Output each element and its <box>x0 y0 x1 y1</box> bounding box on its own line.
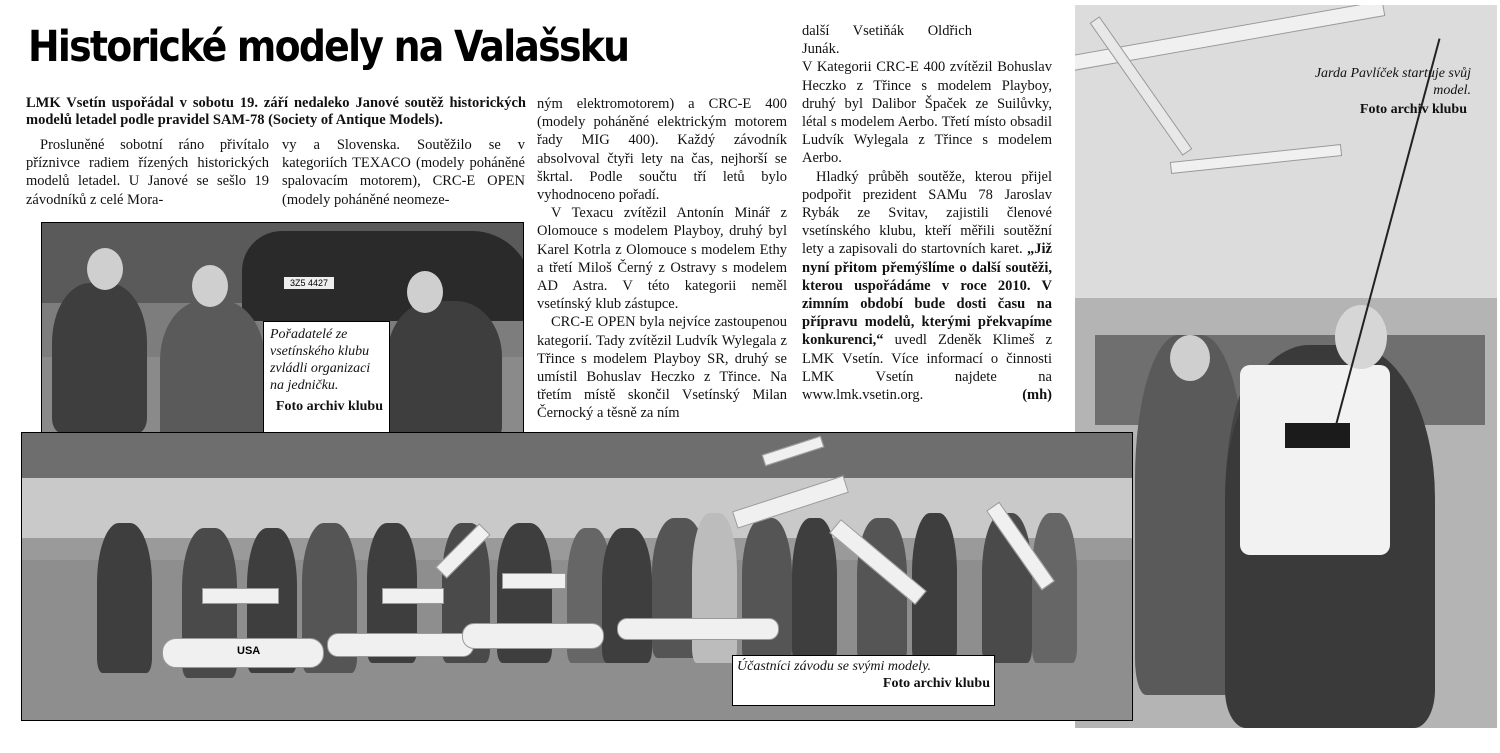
paragraph: V Texacu zvítězil Antonín Minář z Olomouce s modelem Playboy, druhý byl Karel Kotrla z Olomouce s modelem Ethy a třetí Miloš Černý z Ostravy s modelem AD Astra. V této kategorii neměl vsetínský klub zástupce. <box>537 205 787 313</box>
launch-caption-box <box>1290 65 1485 135</box>
photo-credit: Foto archiv klubu <box>1359 102 1467 117</box>
photo-credit: Foto archiv klubu <box>882 676 990 691</box>
article-headline: Historické modely na Valašsku <box>28 22 629 72</box>
person-figure <box>792 518 837 663</box>
article-column-2 <box>282 136 525 209</box>
person-figure <box>160 301 265 451</box>
paragraph: vy a Slovenska. Soutěžilo se v kategoriích TEXACO (modely poháněné spalovacím motorem), CRC-E OPEN (modely poháněné neomeze- <box>282 137 525 208</box>
group-caption-box <box>732 655 995 706</box>
photo-caption: Jarda Pavlíček startuje svůj model. <box>1314 66 1471 98</box>
photo-sky-band <box>22 478 1132 538</box>
transmitter-shape <box>1285 423 1350 448</box>
photo-credit: Foto archiv klubu <box>275 399 383 414</box>
paragraph <box>802 168 1052 405</box>
person-figure <box>387 301 502 441</box>
model-stabilizer <box>1170 144 1342 174</box>
person-head <box>192 265 228 307</box>
person-head <box>87 248 123 290</box>
person-figure <box>602 528 652 663</box>
author-signature: (mh) <box>1022 387 1052 404</box>
paragraph: Prosluněné sobotní ráno přivítalo příznivce radiem řízených historických modelů letadel. U Janové se sešlo 19 závodníků z celé Mora- <box>26 137 269 208</box>
model-fuselage <box>462 623 604 649</box>
article-column-1 <box>26 136 269 209</box>
model-fuselage <box>327 633 474 657</box>
person-figure <box>1032 513 1077 663</box>
photo-caption: Účastníci závodu se svými modely. <box>737 659 932 674</box>
pilot-head <box>1335 305 1387 369</box>
article-column-4 <box>802 22 1052 404</box>
article-column-3 <box>537 95 787 423</box>
launch-photo <box>1075 5 1497 728</box>
person-head <box>407 271 443 313</box>
model-fuselage <box>617 618 779 640</box>
photo-background <box>22 433 1132 478</box>
model-wing <box>382 588 444 604</box>
paragraph-text: uvedl Zdeněk Klimeš z LMK Vsetín. Více informací o činnosti LMK Vsetín najdete na www.lmk.vsetin.org. <box>802 332 1053 404</box>
model-wing <box>502 573 566 589</box>
person-head <box>1170 335 1210 381</box>
paragraph: CRC-E OPEN byla nejvíce zastoupenou kategorií. Tady zvítězil Ludvík Wylegala z Třince s modelem Playboy SR, druhý se umístil Bohuslav Heczko z Třince. Na třetím místě skončil Vsetínský Milan Černocký a těsně za ním <box>537 314 787 422</box>
paragraph-text: Hladký průběh soutěže, kterou přijel podpořit prezident SAMu 78 Jaroslav Rybák ze Svitav, zajistili členové vsetínského klubu, kteří měřili soutěžní lety a zapisovali do startovních karet. <box>802 168 1052 258</box>
quote: „Již nyní přitom přemýšlíme o další soutěži, kterou uspořádáme v roce 2010. V zimním období bude dosti času na přípravu modelů, kterými překvapíme konkurenci,“ <box>802 241 1052 349</box>
model-wing <box>202 588 279 604</box>
group-photo <box>21 432 1133 721</box>
pilot-vest <box>1240 365 1390 555</box>
person-figure <box>692 513 737 663</box>
paragraph: ným elektromotorem) a CRC-E 400 (modely poháněné elektrickým motorem řady MIG 400). Každý závodník absolvoval čtyři lety na čas, nejhorší se škrtal. Podle součtu tří letů bylo vyhodnoceno pořadí. <box>537 96 787 204</box>
person-figure <box>742 518 792 663</box>
person-figure <box>97 523 152 673</box>
person-figure <box>52 283 147 433</box>
paragraph: další Vsetiňák Oldřich Junák. <box>802 23 972 58</box>
article-lead: LMK Vsetín uspořádal v sobotu 19. září nedaleko Janové soutěž historických modelů letadel podle pravidel SAM-78 (Society of Antique Models). <box>26 95 526 128</box>
model-marking: USA <box>237 645 261 657</box>
photo-caption: Pořadatelé ze vsetínského klubu zvládli organizaci na jedničku. <box>270 327 371 393</box>
car-license-plate: 3Z5 4427 <box>284 277 334 289</box>
paragraph: V Kategorii CRC-E 400 zvítězil Bohuslav Heczko z Třince s modelem Playboy, druhý byl Dalibor Špaček ze Suilůvky, létal s modelem Aerbo. Třetí místo obsadil Ludvík Wylegala z Třince s modelem Aerbo. <box>802 59 1052 167</box>
car-shape <box>242 231 524 321</box>
